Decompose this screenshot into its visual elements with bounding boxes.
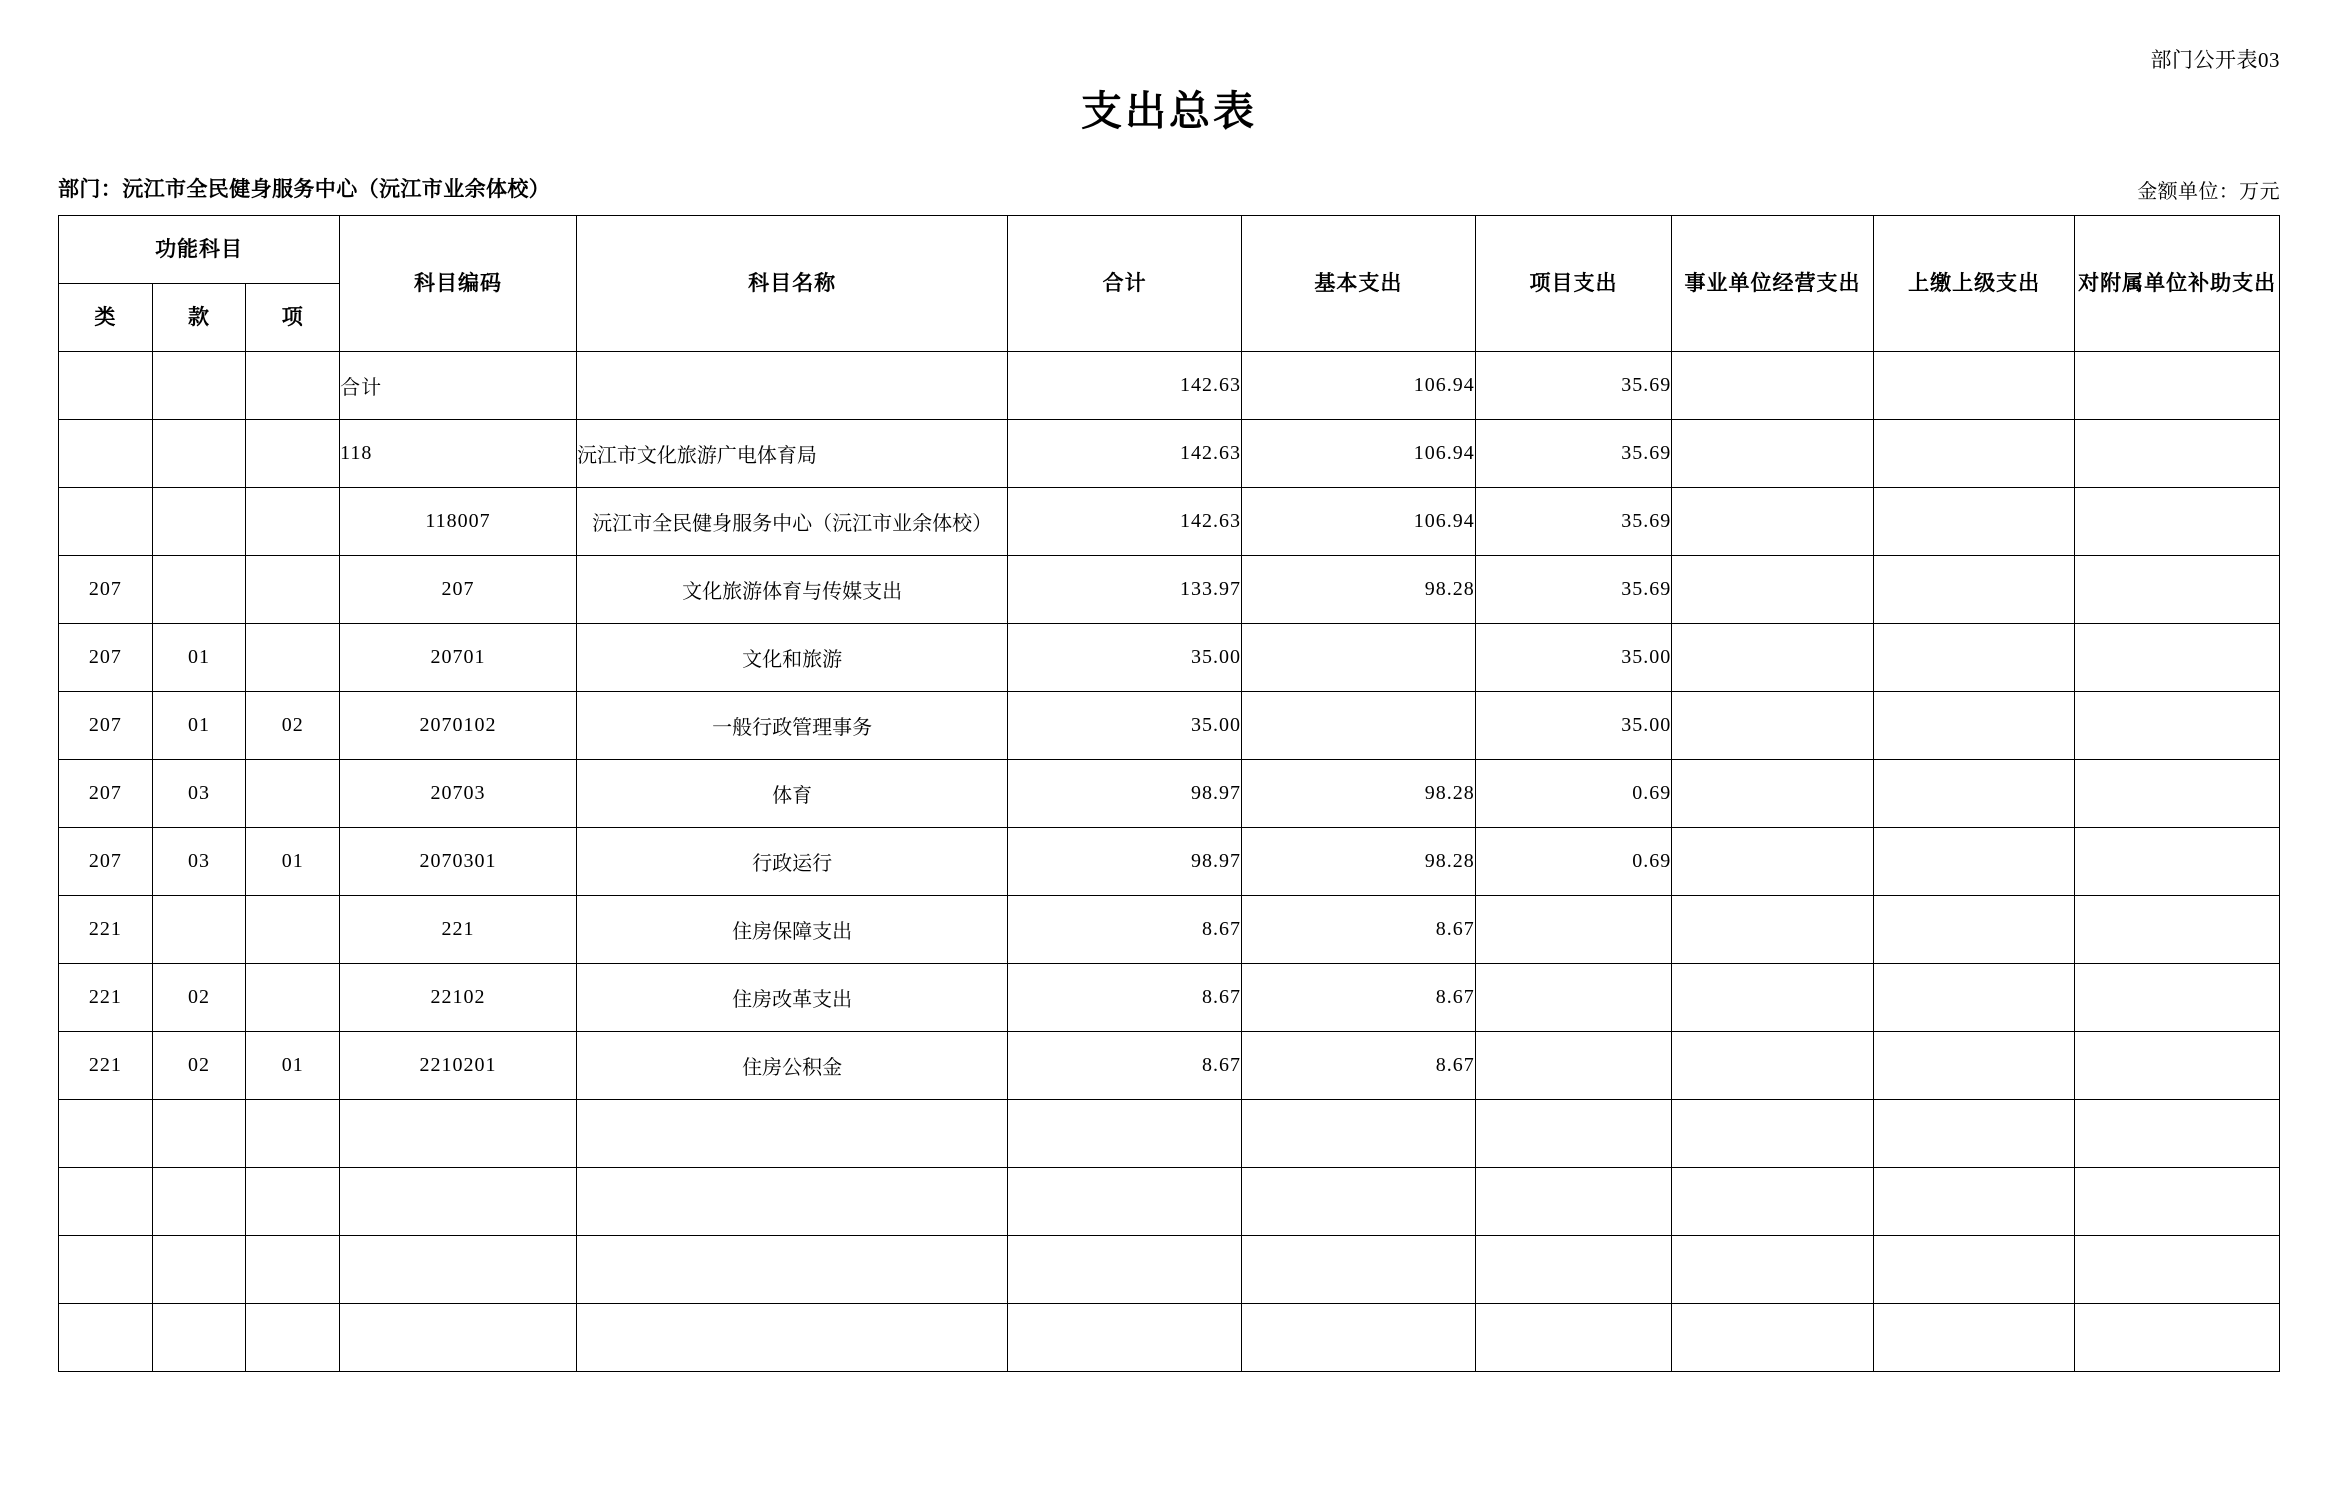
cell-xiang: 02: [246, 692, 340, 760]
cell-total: 8.67: [1008, 964, 1242, 1032]
cell-lei: 221: [59, 896, 153, 964]
cell-name: [576, 1236, 1007, 1304]
page-title: 支出总表: [1081, 88, 1257, 134]
cell-subsidy: [2075, 1032, 2280, 1100]
cell-subsidy: [2075, 624, 2280, 692]
cell-project: [1475, 1236, 1672, 1304]
cell-kuan: 03: [152, 760, 246, 828]
cell-project: 35.69: [1475, 352, 1672, 420]
cell-operating: [1672, 352, 1874, 420]
cell-remit: [1873, 964, 2075, 1032]
cell-project: [1475, 964, 1672, 1032]
cell-subsidy: [2075, 352, 2280, 420]
header-operating-expenditure: 事业单位经营支出: [1672, 216, 1874, 352]
cell-lei: 221: [59, 964, 153, 1032]
cell-operating: [1672, 1032, 1874, 1100]
cell-subsidy: [2075, 964, 2280, 1032]
cell-operating: [1672, 1236, 1874, 1304]
table-row: [59, 556, 2280, 624]
cell-xiang: [246, 964, 340, 1032]
cell-total: 142.63: [1008, 488, 1242, 556]
cell-project: 35.69: [1475, 488, 1672, 556]
cell-subsidy: [2075, 760, 2280, 828]
cell-total: [1008, 1236, 1242, 1304]
cell-remit: [1873, 556, 2075, 624]
cell-subsidy: [2075, 1304, 2280, 1372]
cell-xiang: [246, 896, 340, 964]
cell-remit: [1873, 420, 2075, 488]
header-code: 科目编码: [340, 216, 577, 352]
cell-basic: [1242, 1100, 1476, 1168]
cell-kuan: [152, 556, 246, 624]
cell-basic: 106.94: [1242, 352, 1476, 420]
cell-code: [340, 1236, 577, 1304]
table-row: [59, 488, 2280, 556]
table-row: [59, 624, 2280, 692]
cell-project: 0.69: [1475, 760, 1672, 828]
table-row: [59, 964, 2280, 1032]
cell-code: 2070301: [340, 828, 577, 896]
cell-subsidy: [2075, 1100, 2280, 1168]
cell-xiang: 01: [246, 828, 340, 896]
cell-subsidy: [2075, 420, 2280, 488]
cell-remit: [1873, 828, 2075, 896]
cell-code: [340, 1304, 577, 1372]
cell-name: [576, 1304, 1007, 1372]
cell-remit: [1873, 1100, 2075, 1168]
cell-operating: [1672, 760, 1874, 828]
cell-code: 22102: [340, 964, 577, 1032]
cell-remit: [1873, 488, 2075, 556]
header-kuan: 款: [152, 284, 246, 352]
cell-remit: [1873, 1168, 2075, 1236]
cell-code: [340, 1100, 577, 1168]
cell-kuan: [152, 352, 246, 420]
cell-kuan: [152, 488, 246, 556]
cell-basic: [1242, 1236, 1476, 1304]
cell-basic: 98.28: [1242, 828, 1476, 896]
cell-total: 133.97: [1008, 556, 1242, 624]
cell-lei: [59, 488, 153, 556]
cell-kuan: [152, 1100, 246, 1168]
table-row: [59, 692, 2280, 760]
cell-name: [576, 1168, 1007, 1236]
cell-operating: [1672, 692, 1874, 760]
expenditure-summary-table: [58, 215, 2280, 1372]
cell-name: [576, 352, 1007, 420]
header-total: 合计: [1008, 216, 1242, 352]
cell-code: 20701: [340, 624, 577, 692]
cell-subsidy: [2075, 1168, 2280, 1236]
cell-project: [1475, 1304, 1672, 1372]
cell-name: 一般行政管理事务: [576, 692, 1007, 760]
cell-kuan: [152, 1304, 246, 1372]
cell-lei: [59, 1100, 153, 1168]
cell-total: 142.63: [1008, 420, 1242, 488]
cell-remit: [1873, 1032, 2075, 1100]
cell-name: 体育: [576, 760, 1007, 828]
header-name: 科目名称: [576, 216, 1007, 352]
cell-lei: [59, 352, 153, 420]
cell-operating: [1672, 1168, 1874, 1236]
cell-code: 20703: [340, 760, 577, 828]
cell-name: 文化和旅游: [576, 624, 1007, 692]
cell-subsidy: [2075, 1236, 2280, 1304]
cell-total: 8.67: [1008, 1032, 1242, 1100]
cell-xiang: [246, 1236, 340, 1304]
table-row: [59, 1032, 2280, 1100]
cell-lei: 207: [59, 624, 153, 692]
table-row: [59, 352, 2280, 420]
cell-operating: [1672, 420, 1874, 488]
document-code: 部门公开表03: [2150, 48, 2280, 72]
cell-lei: [59, 1168, 153, 1236]
department-label: 部门：沅江市全民健身服务中心（沅江市业余体校）: [58, 177, 551, 201]
cell-basic: 106.94: [1242, 420, 1476, 488]
cell-subsidy: [2075, 828, 2280, 896]
header-project-expenditure: 项目支出: [1475, 216, 1672, 352]
cell-code: 2070102: [340, 692, 577, 760]
table-row: [59, 828, 2280, 896]
cell-operating: [1672, 896, 1874, 964]
cell-total: 35.00: [1008, 624, 1242, 692]
cell-operating: [1672, 828, 1874, 896]
cell-kuan: 02: [152, 1032, 246, 1100]
cell-basic: 98.28: [1242, 760, 1476, 828]
cell-code: 合计: [340, 352, 577, 420]
cell-lei: [59, 1304, 153, 1372]
cell-project: [1475, 1100, 1672, 1168]
cell-kuan: 01: [152, 624, 246, 692]
header-group-function-subject: 功能科目: [59, 216, 340, 284]
header-subsidy-to-subordinate: 对附属单位补助支出: [2075, 216, 2280, 352]
cell-kuan: 03: [152, 828, 246, 896]
cell-subsidy: [2075, 896, 2280, 964]
cell-remit: [1873, 1236, 2075, 1304]
cell-lei: [59, 420, 153, 488]
cell-name: 住房保障支出: [576, 896, 1007, 964]
cell-operating: [1672, 624, 1874, 692]
cell-name: 沅江市全民健身服务中心（沅江市业余体校）: [576, 488, 1007, 556]
cell-kuan: [152, 1236, 246, 1304]
cell-project: [1475, 1168, 1672, 1236]
table-row: [59, 896, 2280, 964]
cell-basic: [1242, 1304, 1476, 1372]
cell-project: [1475, 896, 1672, 964]
cell-basic: 8.67: [1242, 1032, 1476, 1100]
cell-total: 8.67: [1008, 896, 1242, 964]
cell-xiang: [246, 624, 340, 692]
cell-project: 35.00: [1475, 624, 1672, 692]
cell-kuan: 02: [152, 964, 246, 1032]
cell-basic: 8.67: [1242, 896, 1476, 964]
header-basic-expenditure: 基本支出: [1242, 216, 1476, 352]
currency-unit-label: 金额单位：万元: [2137, 181, 2280, 203]
cell-xiang: [246, 1100, 340, 1168]
cell-total: [1008, 1168, 1242, 1236]
cell-kuan: 01: [152, 692, 246, 760]
cell-remit: [1873, 896, 2075, 964]
cell-project: 35.00: [1475, 692, 1672, 760]
cell-total: 142.63: [1008, 352, 1242, 420]
subtitle-bar: [58, 173, 2280, 211]
cell-name: 住房公积金: [576, 1032, 1007, 1100]
cell-kuan: [152, 420, 246, 488]
cell-code: 221: [340, 896, 577, 964]
cell-name: 行政运行: [576, 828, 1007, 896]
cell-xiang: [246, 488, 340, 556]
cell-kuan: [152, 1168, 246, 1236]
cell-remit: [1873, 1304, 2075, 1372]
cell-code: 2210201: [340, 1032, 577, 1100]
cell-code: 118007: [340, 488, 577, 556]
cell-remit: [1873, 624, 2075, 692]
cell-remit: [1873, 760, 2075, 828]
cell-xiang: [246, 420, 340, 488]
table-row: [59, 1304, 2280, 1372]
cell-xiang: [246, 1304, 340, 1372]
table-row: [59, 1100, 2280, 1168]
cell-name: 住房改革支出: [576, 964, 1007, 1032]
cell-subsidy: [2075, 488, 2280, 556]
cell-lei: 221: [59, 1032, 153, 1100]
table-row: [59, 760, 2280, 828]
table-row: [59, 1236, 2280, 1304]
cell-total: [1008, 1304, 1242, 1372]
cell-xiang: [246, 1168, 340, 1236]
cell-lei: 207: [59, 828, 153, 896]
cell-code: 207: [340, 556, 577, 624]
cell-basic: 106.94: [1242, 488, 1476, 556]
cell-name: [576, 1100, 1007, 1168]
header-xiang: 项: [246, 284, 340, 352]
cell-operating: [1672, 1100, 1874, 1168]
cell-remit: [1873, 352, 2075, 420]
cell-name: 文化旅游体育与传媒支出: [576, 556, 1007, 624]
cell-basic: 8.67: [1242, 964, 1476, 1032]
cell-total: 98.97: [1008, 828, 1242, 896]
cell-operating: [1672, 488, 1874, 556]
cell-project: 35.69: [1475, 420, 1672, 488]
cell-code: [340, 1168, 577, 1236]
cell-basic: [1242, 624, 1476, 692]
cell-project: 0.69: [1475, 828, 1672, 896]
cell-xiang: [246, 556, 340, 624]
cell-total: [1008, 1100, 1242, 1168]
cell-lei: 207: [59, 692, 153, 760]
cell-basic: [1242, 692, 1476, 760]
header-remit-to-superior: 上缴上级支出: [1873, 216, 2075, 352]
cell-remit: [1873, 692, 2075, 760]
cell-basic: [1242, 1168, 1476, 1236]
cell-project: 35.69: [1475, 556, 1672, 624]
table-row: [59, 1168, 2280, 1236]
cell-lei: 207: [59, 556, 153, 624]
header-lei: 类: [59, 284, 153, 352]
cell-operating: [1672, 556, 1874, 624]
cell-total: 98.97: [1008, 760, 1242, 828]
table-row: [59, 420, 2280, 488]
cell-operating: [1672, 964, 1874, 1032]
cell-lei: [59, 1236, 153, 1304]
cell-project: [1475, 1032, 1672, 1100]
cell-basic: 98.28: [1242, 556, 1476, 624]
cell-name: 沅江市文化旅游广电体育局: [576, 420, 1007, 488]
cell-subsidy: [2075, 556, 2280, 624]
cell-xiang: [246, 760, 340, 828]
cell-xiang: [246, 352, 340, 420]
cell-kuan: [152, 896, 246, 964]
cell-xiang: 01: [246, 1032, 340, 1100]
cell-code: 118: [340, 420, 577, 488]
cell-total: 35.00: [1008, 692, 1242, 760]
cell-lei: 207: [59, 760, 153, 828]
cell-operating: [1672, 1304, 1874, 1372]
cell-subsidy: [2075, 692, 2280, 760]
table-body: [59, 352, 2280, 1372]
table-header-row-1: [59, 216, 2280, 284]
